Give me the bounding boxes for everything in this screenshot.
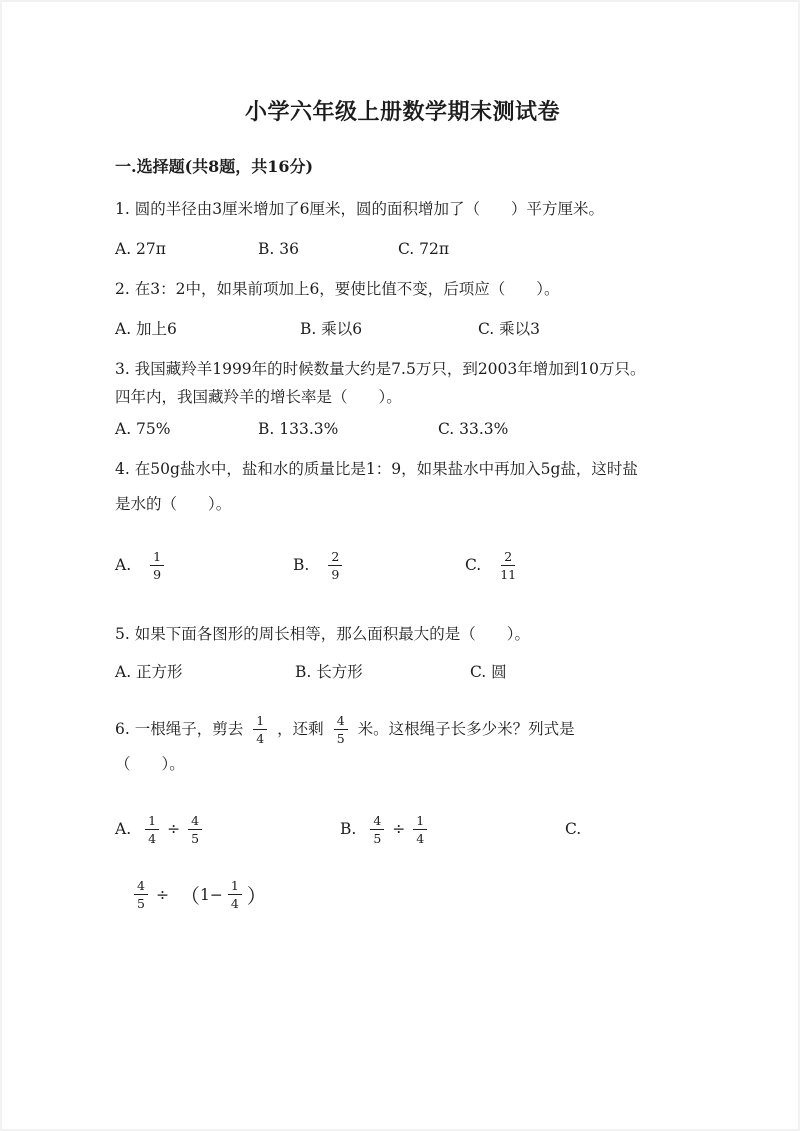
question-5-options [115,662,690,683]
q6-option-a [115,813,340,846]
division-sign: ÷ [155,885,169,904]
q6-option-b [340,813,565,846]
question-6-options [115,813,690,846]
q6-option-c-expression [129,878,690,911]
fraction-denominator: 11 [500,567,517,582]
question-4-text-line1: 4. 在50g盐水中，盐和水的质量比是1：9，如果盐水中再加入5g盐，这时盐 [115,460,638,478]
fraction-numerator: 4 [134,878,148,895]
q4-option-c-label: C. [465,556,482,574]
fraction-denominator: 4 [256,731,265,746]
fraction-numerator: 1 [228,878,242,895]
fraction-numerator: 4 [334,713,348,730]
fraction-denominator: 9 [153,567,162,582]
question-2-options [115,319,690,340]
fraction-denominator: 4 [230,896,239,911]
q3-option-a: A. 75% [115,420,171,438]
question-6-text-line2: （ ）。 [115,755,185,773]
fraction-numerator: 2 [328,549,342,566]
fraction-numerator: 1 [413,813,427,830]
q1-option-c: C. 72π [398,240,450,258]
fraction [253,713,267,746]
question-1-options [115,239,690,260]
q5-option-c: C. 圆 [470,663,507,681]
question-5-text: 5. 如果下面各图形的周长相等，那么面积最大的是（ ）。 [115,625,530,643]
fraction-numerator: 1 [145,813,159,830]
q4-option-a-label: A. [115,556,132,574]
fraction-denominator: 9 [331,567,340,582]
q6-option-b-label: B. [340,820,357,838]
fraction-denominator: 5 [137,896,145,911]
q1-option-a: A. 27π [115,240,166,258]
fraction-numerator: 1 [150,549,164,566]
question-3-text-line1: 3. 我国藏羚羊1999年的时候数量大约是7.5万只，到2003年增加到10万只。 [115,360,646,378]
q1-option-b: B. 36 [258,240,299,258]
fraction [500,549,516,582]
question-3-options [115,419,690,440]
question-3-text-line2: 四年内，我国藏羚羊的增长率是（ ）。 [115,388,402,406]
fraction-denominator: 5 [191,831,200,846]
division-sign: ÷ [167,820,181,838]
q2-option-a: A. 加上6 [115,320,177,338]
question-1-text: 1. 圆的半径由3厘米增加了6厘米，圆的面积增加了（ ）平方厘米。 [115,200,604,218]
fraction-numerator: 1 [253,713,267,730]
q6-option-c-label: C. [565,820,582,838]
fraction-denominator: 4 [148,831,157,846]
close-parenthesis: ） [246,884,267,908]
fraction-numerator: 2 [501,549,515,566]
q6-segment-2: ，还剩 [277,720,324,738]
q3-option-c: C. 33.3% [438,420,509,438]
fraction [334,713,348,746]
fraction-numerator: 4 [188,813,202,830]
q4-option-a [115,549,293,582]
fraction-denominator: 4 [416,831,425,846]
q2-option-c: C. 乘以3 [478,320,541,338]
section-header: 一.选择题(共8题，共16分) [115,157,314,176]
fraction [134,878,148,911]
division-sign: ÷ [392,820,406,838]
fraction [370,813,384,846]
fraction-denominator: 5 [373,831,382,846]
expression-inner: 1− [199,885,223,904]
fraction [188,813,202,846]
question-2-text: 2. 在3：2中，如果前项加上6，要使比值不变，后项应（ ）。 [115,280,560,298]
q4-option-b [293,549,465,582]
q6-segment-3: 米。这根绳子长多少米？列式是 [357,720,575,738]
question-4-text-line2: 是水的（ ）。 [115,495,232,513]
q3-option-b: B. 133.3% [258,420,339,438]
fraction [328,549,342,582]
q5-option-a: A. 正方形 [115,663,183,681]
open-parenthesis: （ [179,884,200,908]
q6-option-c [565,819,595,840]
question-6-text-line1 [115,713,690,746]
q4-option-c [465,549,521,582]
q4-option-b-label: B. [293,556,310,574]
fraction-numerator: 4 [370,813,384,830]
fraction [228,878,242,911]
page-title: 小学六年级上册数学期末测试卷 [244,99,560,125]
fraction [413,813,427,846]
fraction-denominator: 5 [336,731,345,746]
fraction [145,813,159,846]
q6-segment-1: 6. 一根绳子，剪去 [115,720,244,738]
q2-option-b: B. 乘以6 [300,320,363,338]
question-4-options [115,549,690,582]
fraction [150,549,164,582]
q6-option-a-label: A. [115,820,132,838]
q5-option-b: B. 长方形 [295,663,363,681]
